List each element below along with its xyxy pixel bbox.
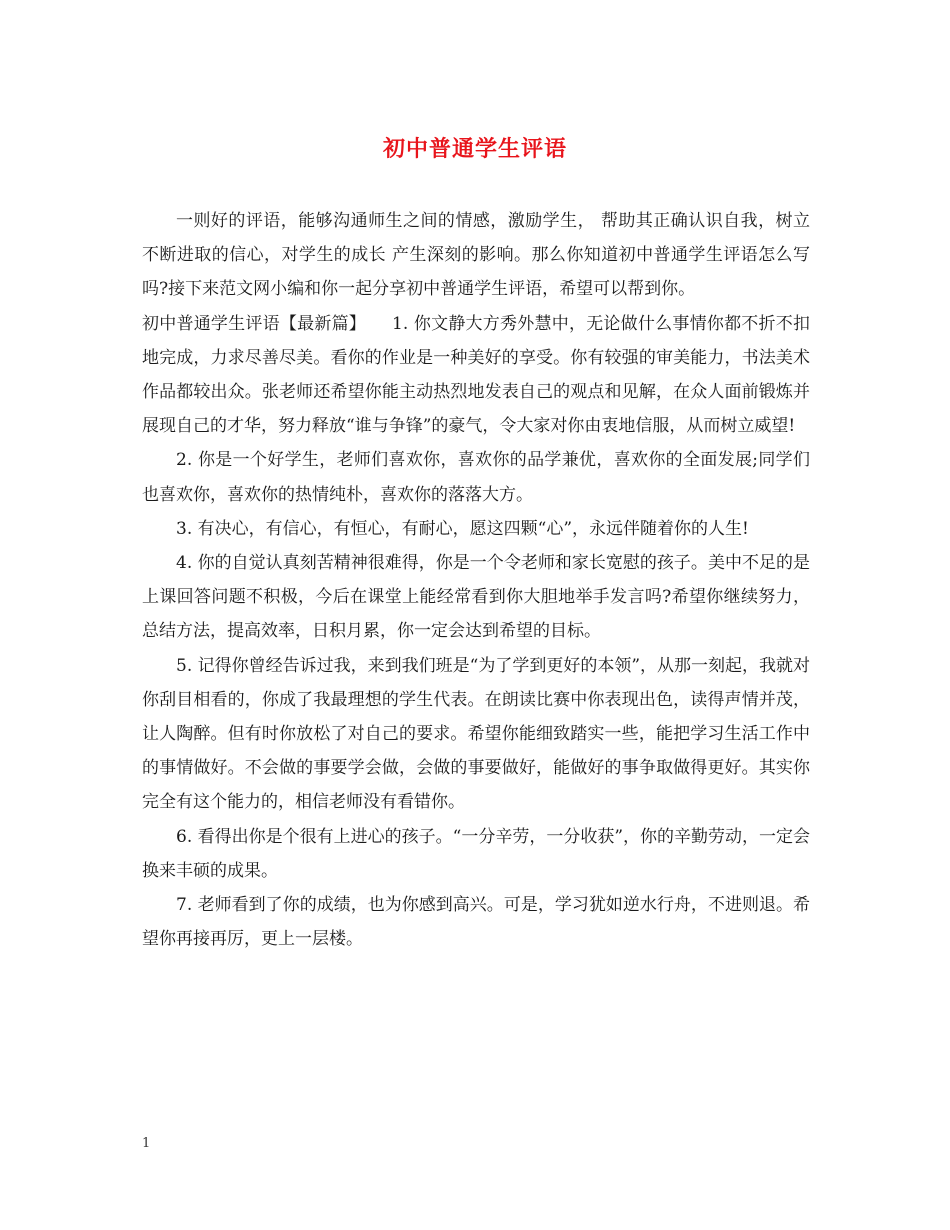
comment-paragraph-2: 2. 你是一个好学生，老师们喜欢你，喜欢你的品学兼优，喜欢你的全面发展;同学们也喜欢你，喜欢你的热情纯朴，喜欢你的落落大方。 bbox=[142, 450, 810, 505]
comment-paragraph-5: 5. 记得你曾经告诉过我，来到我们班是“为了学到更好的本领”，从那一刻起，我就对你刮目相看的，你成了我最理想的学生代表。在朗读比赛中你表现出色，读得声情并茂，让人陶醉。但有时你放松了对自己的要求。希望你能细致踏实一些，能把学习生活工作中的事情做好。不会做的事要学会做，会做的事要做好，能做好的事争取做得更好。其实你完全有这个能力的，相信老师没有看错你。 bbox=[142, 655, 811, 813]
document-body bbox=[142, 204, 810, 956]
comment-paragraph-6: 6. 看得出你是个很有上进心的孩子。“一分辛劳，一分收获”，你的辛勤劳动，一定会换来丰硕的成果。 bbox=[142, 826, 811, 881]
comment-paragraph-7: 7. 老师看到了你的成绩，也为你感到高兴。可是，学习犹如逆水行舟，不进则退。希望你再接再厉，更上一层楼。 bbox=[142, 895, 810, 950]
comment-paragraph-4: 4. 你的自觉认真刻苦精神很难得，你是一个令老师和家长宽慰的孩子。美中不足的是上课回答问题不积极，今后在课堂上能经常看到你大胆地举手发言吗?希望你继续努力，总结方法，提高效率，日积月累，你一定会达到希望的目标。 bbox=[142, 553, 810, 642]
comment-paragraph-1: 初中普通学生评语【最新篇】 1. 你文静大方秀外慧中，无论做什么事情你都不折不扣地完成，力求尽善尽美。看你的作业是一种美好的享受。你有较强的审美能力，书法美术作品都较出众。张老师还希望你能主动热烈地发表自己的观点和见解，在众人面前锻炼并展现自己的才华，努力释放“谁与争锋”的豪气，令大家对你由衷地信服，从而树立威望! bbox=[142, 313, 810, 437]
intro-paragraph: 一则好的评语，能够沟通师生之间的情感，激励学生， 帮助其正确认识自我，树立不断进取的信心，对学生的成长 产生深刻的影响。那么你知道初中普通学生评语怎么写吗?接下来范文网小编和你一起分享初中普通学生评语，希望可以帮到你。 bbox=[142, 211, 810, 300]
comment-paragraph-3: 3. 有决心，有信心，有恒心，有耐心，愿这四颗“心”，永远伴随着你的人生! bbox=[176, 518, 749, 539]
document-title: 初中普通学生评语 bbox=[382, 136, 567, 162]
page-number: 1 bbox=[142, 1136, 151, 1151]
